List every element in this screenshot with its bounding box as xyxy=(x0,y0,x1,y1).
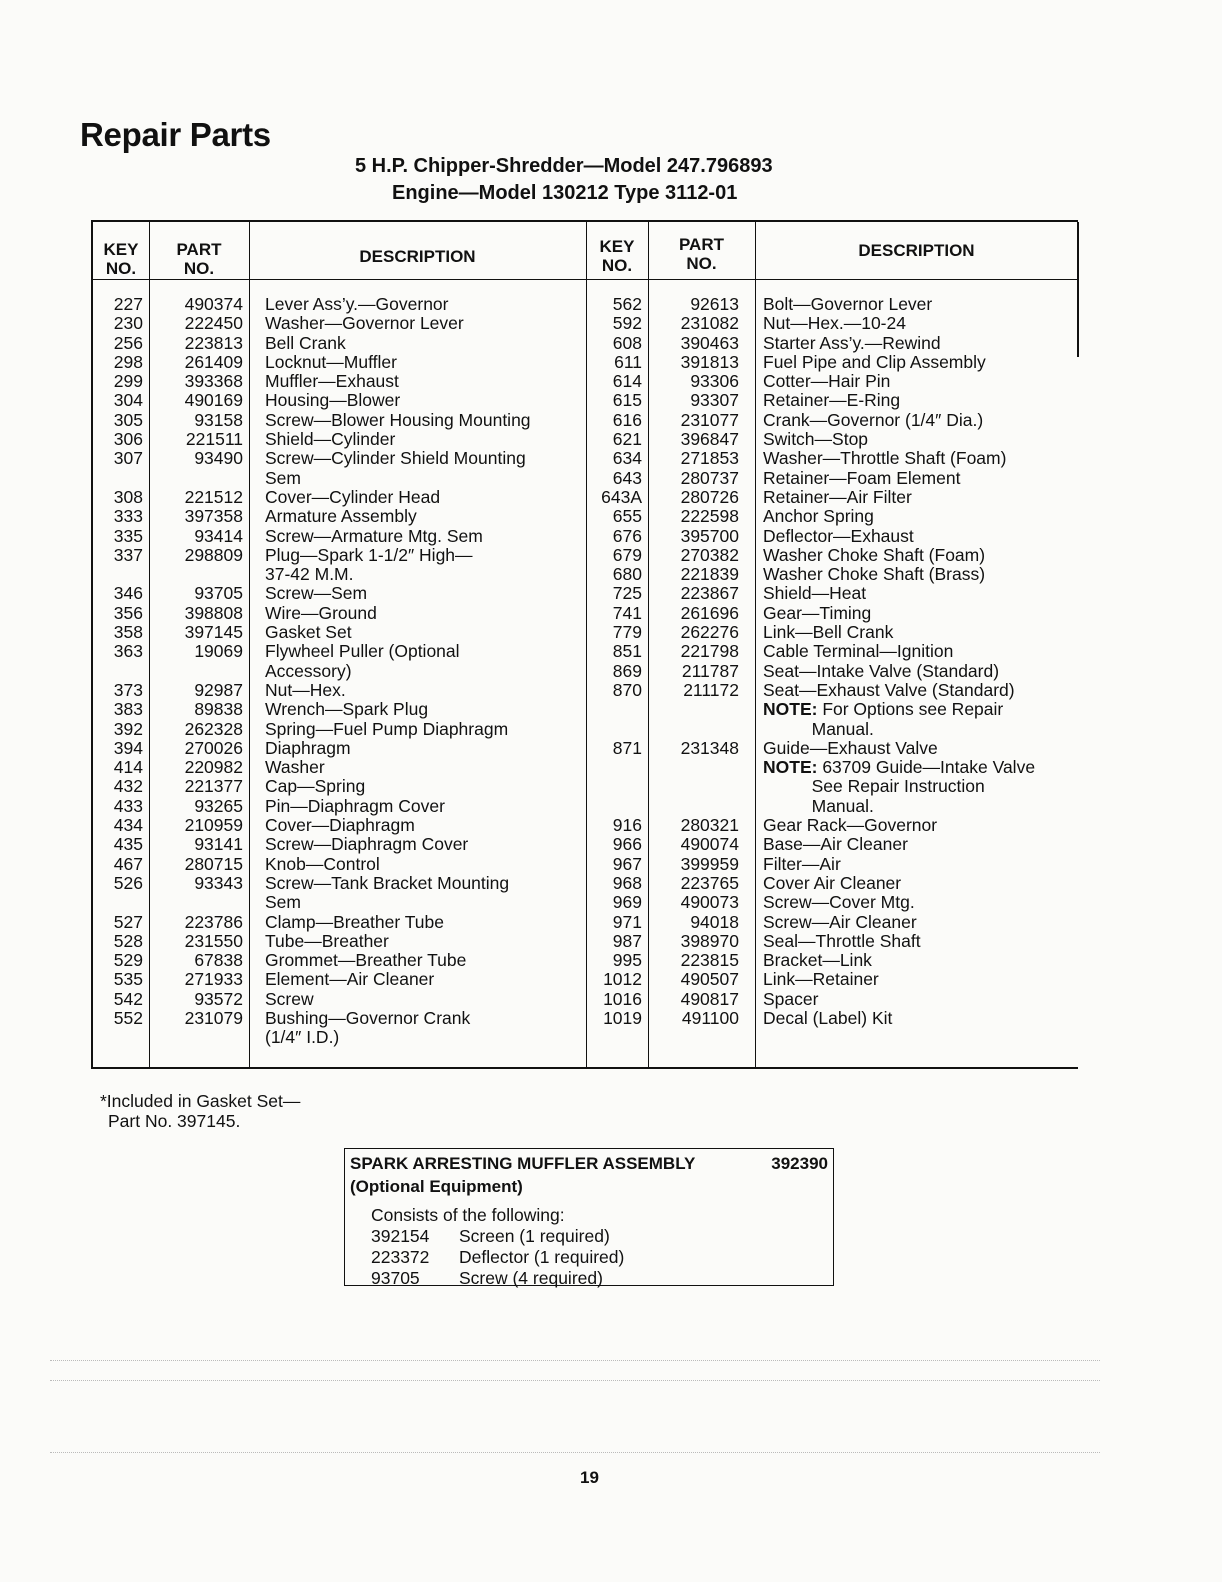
part-no-cell: 93307 xyxy=(690,390,739,411)
description-cell: Sem xyxy=(265,467,301,488)
key-no-cell: 333 xyxy=(113,506,143,527)
description-cell: NOTE: 63709 Guide—Intake Valve xyxy=(763,757,1036,778)
description-cell: Washer—Governor Lever xyxy=(265,313,464,334)
key-no-cell: 298 xyxy=(113,351,143,372)
spark-box-items xyxy=(371,1226,624,1289)
key-no-cell: 306 xyxy=(113,429,143,450)
description-cell: Accessory) xyxy=(265,660,352,681)
part-no-cell: 490374 xyxy=(184,294,243,314)
key-no-cell: 916 xyxy=(612,815,642,836)
part-no-cell xyxy=(648,700,739,719)
key-no-cell: 304 xyxy=(113,390,143,411)
description-cell: Tube—Breather xyxy=(265,930,389,951)
description-cell: Washer Choke Shaft (Brass) xyxy=(763,564,986,585)
key-no-cell: 256 xyxy=(113,332,143,353)
part-no-cell: 19069 xyxy=(194,641,243,662)
part-no-cell: 399959 xyxy=(680,853,739,874)
description-cell: Gear—Timing xyxy=(763,602,872,623)
part-no-cell: 93158 xyxy=(194,409,243,430)
part-no-cell: 231077 xyxy=(680,409,739,430)
description-cell: Wrench—Spark Plug xyxy=(265,699,429,720)
key-no-cell: 987 xyxy=(612,930,642,951)
key-no-cell xyxy=(586,797,642,816)
part-no-cell: 398808 xyxy=(184,602,243,623)
part-no-cell: 93705 xyxy=(194,583,243,604)
description-cell: Muffler—Exhaust xyxy=(265,371,399,392)
footnote-line-2: Part No. 397145. xyxy=(108,1111,241,1131)
description-cell: Grommet—Breather Tube xyxy=(265,950,467,971)
header-key-no-left: KEY NO. xyxy=(103,240,139,278)
part-no-cell: 92613 xyxy=(690,294,739,314)
description-cell: Filter—Air xyxy=(763,853,841,874)
key-no-cell: 616 xyxy=(612,409,642,430)
key-no-cell: 869 xyxy=(612,660,642,681)
description-cell: Seat—Intake Valve (Standard) xyxy=(763,660,1000,681)
description-cell: Screw—Armature Mtg. Sem xyxy=(265,525,483,546)
part-no-cell: 93306 xyxy=(690,371,739,392)
right-key-column xyxy=(586,295,642,1028)
key-no-cell xyxy=(93,1028,143,1047)
part-no-cell: 398970 xyxy=(680,930,739,951)
part-no-cell: 490169 xyxy=(184,390,243,411)
description-cell: 37-42 M.M. xyxy=(265,564,354,585)
key-no-cell: 655 xyxy=(612,506,642,527)
description-cell: Link—Retainer xyxy=(763,969,879,990)
description-cell: Cover Air Cleaner xyxy=(763,872,902,893)
description-cell: Cable Terminal—Ignition xyxy=(763,641,954,662)
description-cell: Screw—Air Cleaner xyxy=(763,911,917,932)
part-no-cell: 490074 xyxy=(680,834,739,855)
description-cell: (1/4″ I.D.) xyxy=(265,1027,340,1048)
part-no-cell xyxy=(149,1028,243,1047)
key-no-cell: 227 xyxy=(113,294,143,314)
part-no-cell: 221377 xyxy=(184,776,243,797)
spark-item: 223372 Deflector (1 required) xyxy=(371,1247,625,1267)
description-cell: Nut—Hex.—10-24 xyxy=(763,313,906,334)
part-no-cell: 93490 xyxy=(194,448,243,469)
part-no-cell xyxy=(648,777,739,796)
part-no-cell: 223786 xyxy=(184,911,243,932)
key-no-cell xyxy=(586,758,642,777)
description-cell: Manual. xyxy=(763,718,874,739)
key-no-cell xyxy=(586,700,642,719)
engine-model-subtitle: Engine—Model 130212 Type 3112-01 xyxy=(392,182,738,204)
key-no-cell: 433 xyxy=(113,795,143,816)
key-no-cell: 995 xyxy=(612,950,642,971)
description-cell: Retainer—E-Ring xyxy=(763,390,901,411)
part-no-cell: 221512 xyxy=(184,486,243,507)
description-cell: Guide—Exhaust Valve xyxy=(763,737,938,758)
key-no-cell: 373 xyxy=(113,679,143,700)
description-cell: Retainer—Air Filter xyxy=(763,486,912,507)
description-cell: Anchor Spring xyxy=(763,506,874,527)
header-part-no-right: PART NO. xyxy=(678,235,724,273)
part-no-cell: 221839 xyxy=(680,564,739,585)
key-no-cell: 337 xyxy=(113,544,143,565)
part-no-cell: 211172 xyxy=(683,679,739,700)
description-cell: Element—Air Cleaner xyxy=(265,969,435,990)
key-no-cell: 966 xyxy=(612,834,642,855)
key-no-cell: 562 xyxy=(612,294,642,314)
key-no-cell xyxy=(93,662,143,681)
key-no-cell: 434 xyxy=(113,815,143,836)
key-no-cell: 680 xyxy=(612,564,642,585)
key-no-cell: 230 xyxy=(113,313,143,334)
chipper-model-subtitle: 5 H.P. Chipper-Shredder—Model 247.796893 xyxy=(355,155,773,177)
page-number: 19 xyxy=(580,1468,599,1487)
description-cell: Lever Ass’y.—Governor xyxy=(265,294,449,314)
description-cell: Link—Bell Crank xyxy=(763,622,894,643)
key-no-cell: 529 xyxy=(113,950,143,971)
part-no-cell: 211787 xyxy=(681,660,739,681)
description-cell: Washer xyxy=(265,757,325,778)
part-no-cell: 261409 xyxy=(184,351,243,372)
part-no-cell: 223813 xyxy=(184,332,243,353)
part-no-cell xyxy=(648,758,739,777)
left-description-column xyxy=(265,295,583,1048)
header-description-left: DESCRIPTION xyxy=(359,247,476,266)
key-no-cell: 621 xyxy=(612,429,642,450)
part-no-cell: 92987 xyxy=(194,679,243,700)
key-no-cell: 971 xyxy=(612,911,642,932)
description-cell: Decal (Label) Kit xyxy=(763,1007,893,1028)
part-no-cell xyxy=(149,893,243,912)
part-no-cell: 222598 xyxy=(680,506,739,527)
part-no-cell: 271853 xyxy=(680,448,739,469)
part-no-cell: 270382 xyxy=(680,544,739,565)
description-cell: NOTE: For Options see Repair xyxy=(763,699,1004,720)
key-no-cell: 870 xyxy=(612,679,642,700)
description-cell: Screw—Cover Mtg. xyxy=(763,892,915,913)
part-no-cell: 89838 xyxy=(194,699,243,720)
description-cell: Gasket Set xyxy=(265,622,352,643)
part-no-cell: 221511 xyxy=(185,429,243,450)
spark-item: 93705 Screw (4 required) xyxy=(371,1268,603,1288)
key-no-cell xyxy=(93,893,143,912)
left-part-column xyxy=(149,295,243,1048)
part-no-cell: 491100 xyxy=(681,1007,739,1028)
description-cell: Retainer—Foam Element xyxy=(763,467,961,488)
key-no-cell: 358 xyxy=(113,622,143,643)
key-no-cell: 392 xyxy=(113,718,143,739)
page-title: Repair Parts xyxy=(80,116,271,153)
description-cell: Starter Ass’y.—Rewind xyxy=(763,332,941,353)
part-no-cell: 280726 xyxy=(680,486,739,507)
description-cell: Flywheel Puller (Optional xyxy=(265,641,460,662)
part-no-cell xyxy=(149,469,243,488)
part-no-cell: 395700 xyxy=(680,525,739,546)
part-no-cell: 397358 xyxy=(184,506,243,527)
header-key-no-right: KEY NO. xyxy=(599,237,635,275)
description-cell: Seat—Exhaust Valve (Standard) xyxy=(763,679,1015,700)
part-no-cell xyxy=(648,720,739,739)
spark-item: 392154 Screen (1 required) xyxy=(371,1226,610,1246)
description-cell: Deflector—Exhaust xyxy=(763,525,914,546)
part-no-cell: 396847 xyxy=(680,429,739,450)
spark-box-subtitle: (Optional Equipment) xyxy=(350,1177,523,1196)
description-cell: Pin—Diaphragm Cover xyxy=(265,795,445,816)
description-cell: Wire—Ground xyxy=(265,602,377,623)
description-cell: Gear Rack—Governor xyxy=(763,815,938,836)
description-cell: Nut—Hex. xyxy=(265,679,346,700)
spark-box-consists: Consists of the following: xyxy=(371,1205,565,1225)
key-no-cell: 363 xyxy=(113,641,143,662)
description-cell: Bracket—Link xyxy=(763,950,872,971)
part-no-cell: 223815 xyxy=(680,950,739,971)
description-cell: Cap—Spring xyxy=(265,776,366,797)
key-no-cell: 526 xyxy=(113,872,143,893)
key-no-cell: 871 xyxy=(612,737,642,758)
part-no-cell: 262276 xyxy=(680,622,739,643)
description-cell: Spacer xyxy=(763,988,819,1009)
key-no-cell: 643A xyxy=(601,486,642,507)
part-no-cell xyxy=(149,565,243,584)
description-cell: Cover—Diaphragm xyxy=(265,815,415,836)
description-cell: Knob—Control xyxy=(265,853,380,874)
part-no-cell: 390463 xyxy=(680,332,739,353)
part-no-cell: 93414 xyxy=(194,525,243,546)
key-no-cell: 779 xyxy=(612,622,642,643)
key-no-cell: 679 xyxy=(612,544,642,565)
key-no-cell xyxy=(93,565,143,584)
right-description-column xyxy=(763,295,1078,1028)
part-no-cell: 397145 xyxy=(184,622,243,643)
key-no-cell: 307 xyxy=(113,448,143,469)
key-no-cell: 969 xyxy=(612,892,642,913)
key-no-cell: 542 xyxy=(113,988,143,1009)
part-no-cell: 220982 xyxy=(184,757,243,778)
part-no-cell: 490817 xyxy=(680,988,739,1009)
key-no-cell: 611 xyxy=(614,351,642,372)
part-no-cell: 280715 xyxy=(184,853,243,874)
key-no-cell: 414 xyxy=(113,757,143,778)
description-cell: Armature Assembly xyxy=(265,506,417,527)
key-no-cell: 614 xyxy=(612,371,642,392)
key-no-cell: 968 xyxy=(612,872,642,893)
key-no-cell: 851 xyxy=(612,641,642,662)
part-no-cell: 490073 xyxy=(680,892,739,913)
description-cell: Crank—Governor (1/4″ Dia.) xyxy=(763,409,984,430)
key-no-cell xyxy=(93,469,143,488)
part-no-cell: 93141 xyxy=(194,834,243,855)
part-no-cell: 231082 xyxy=(680,313,739,334)
part-no-cell: 222450 xyxy=(184,313,243,334)
key-no-cell: 676 xyxy=(612,525,642,546)
description-cell: Screw—Tank Bracket Mounting xyxy=(265,872,510,893)
description-cell: Housing—Blower xyxy=(265,390,401,411)
key-no-cell: 741 xyxy=(612,602,642,623)
key-no-cell xyxy=(586,777,642,796)
description-cell: Shield—Cylinder xyxy=(265,429,396,450)
part-no-cell: 262328 xyxy=(184,718,243,739)
part-no-cell: 231550 xyxy=(184,930,243,951)
description-cell: Spring—Fuel Pump Diaphragm xyxy=(265,718,509,739)
part-no-cell xyxy=(648,797,739,816)
part-no-cell: 231079 xyxy=(184,1007,243,1028)
part-no-cell: 393368 xyxy=(184,371,243,392)
part-no-cell: 223867 xyxy=(680,583,739,604)
description-cell: Cotter—Hair Pin xyxy=(763,371,891,392)
part-no-cell: 223765 xyxy=(680,872,739,893)
description-cell: See Repair Instruction xyxy=(763,776,985,797)
description-cell: Washer Choke Shaft (Foam) xyxy=(763,544,986,565)
parts-table xyxy=(91,220,1078,1069)
description-cell: Screw—Sem xyxy=(265,583,368,604)
key-no-cell: 608 xyxy=(612,332,642,353)
description-cell: Manual. xyxy=(763,795,874,816)
key-no-cell: 394 xyxy=(113,737,143,758)
key-no-cell: 643 xyxy=(612,467,642,488)
spark-box-title: SPARK ARRESTING MUFFLER ASSEMBLY xyxy=(350,1154,696,1173)
part-no-cell xyxy=(149,662,243,681)
key-no-cell: 615 xyxy=(612,390,642,411)
key-no-cell: 1012 xyxy=(603,969,642,990)
part-no-cell: 210959 xyxy=(184,815,243,836)
description-cell: Bolt—Governor Lever xyxy=(763,294,933,314)
spark-arresting-muffler-box xyxy=(344,1148,834,1286)
key-no-cell: 305 xyxy=(113,409,143,430)
description-cell: Screw—Diaphragm Cover xyxy=(265,834,469,855)
description-cell: Clamp—Breather Tube xyxy=(265,911,444,932)
part-no-cell: 67838 xyxy=(194,950,243,971)
key-no-cell: 725 xyxy=(612,583,642,604)
key-no-cell: 634 xyxy=(612,448,642,469)
description-cell: Shield—Heat xyxy=(763,583,867,604)
part-no-cell: 93572 xyxy=(194,988,243,1009)
key-no-cell: 467 xyxy=(113,853,143,874)
header-description-right: DESCRIPTION xyxy=(858,241,975,260)
part-no-cell: 490507 xyxy=(680,969,739,990)
spark-box-part-no: 392390 xyxy=(771,1154,828,1173)
part-no-cell: 280737 xyxy=(680,467,739,488)
part-no-cell: 298809 xyxy=(184,544,243,565)
description-cell: Locknut—Muffler xyxy=(265,351,397,372)
description-cell: Plug—Spark 1-1/2″ High— xyxy=(265,544,473,565)
part-no-cell: 261696 xyxy=(680,602,739,623)
description-cell: Bushing—Governor Crank xyxy=(265,1007,471,1028)
part-no-cell: 93343 xyxy=(194,872,243,893)
description-cell: Cover—Cylinder Head xyxy=(265,486,441,507)
part-no-cell: 280321 xyxy=(680,815,739,836)
key-no-cell: 308 xyxy=(113,486,143,507)
key-no-cell: 435 xyxy=(113,834,143,855)
part-no-cell: 93265 xyxy=(194,795,243,816)
key-no-cell: 383 xyxy=(113,699,143,720)
key-no-cell: 528 xyxy=(113,930,143,951)
description-cell: Fuel Pipe and Clip Assembly xyxy=(763,351,986,372)
description-cell: Seal—Throttle Shaft xyxy=(763,930,921,951)
key-no-cell: 552 xyxy=(113,1007,143,1028)
part-no-cell: 94018 xyxy=(690,911,739,932)
part-no-cell: 231348 xyxy=(680,737,739,758)
description-cell: Screw xyxy=(265,988,314,1009)
key-no-cell: 967 xyxy=(612,853,642,874)
key-no-cell: 592 xyxy=(612,313,642,334)
key-no-cell: 356 xyxy=(113,602,143,623)
part-no-cell: 391813 xyxy=(680,351,739,372)
gasket-set-footnote xyxy=(100,1091,300,1131)
right-part-column xyxy=(648,295,739,1028)
part-no-cell: 270026 xyxy=(184,737,243,758)
description-cell: Bell Crank xyxy=(265,332,346,353)
key-no-cell: 1019 xyxy=(603,1007,642,1028)
part-no-cell: 221798 xyxy=(680,641,739,662)
header-part-no-left: PART NO. xyxy=(176,240,222,278)
description-cell: Switch—Stop xyxy=(763,429,869,450)
key-no-cell xyxy=(586,720,642,739)
key-no-cell: 335 xyxy=(113,525,143,546)
key-no-cell: 535 xyxy=(113,969,143,990)
key-no-cell: 346 xyxy=(113,583,143,604)
description-cell: Washer—Throttle Shaft (Foam) xyxy=(763,448,1007,469)
description-cell: Sem xyxy=(265,892,301,913)
footnote-line-1: *Included in Gasket Set— xyxy=(100,1091,301,1111)
description-cell: Screw—Blower Housing Mounting xyxy=(265,409,531,430)
part-no-cell: 271933 xyxy=(184,969,243,990)
key-no-cell: 1016 xyxy=(603,988,642,1009)
description-cell: Base—Air Cleaner xyxy=(763,834,908,855)
key-no-cell: 299 xyxy=(113,371,143,392)
left-key-column xyxy=(93,295,143,1048)
key-no-cell: 527 xyxy=(113,911,143,932)
key-no-cell: 432 xyxy=(113,776,143,797)
description-cell: Diaphragm xyxy=(265,737,351,758)
description-cell: Screw—Cylinder Shield Mounting xyxy=(265,448,526,469)
